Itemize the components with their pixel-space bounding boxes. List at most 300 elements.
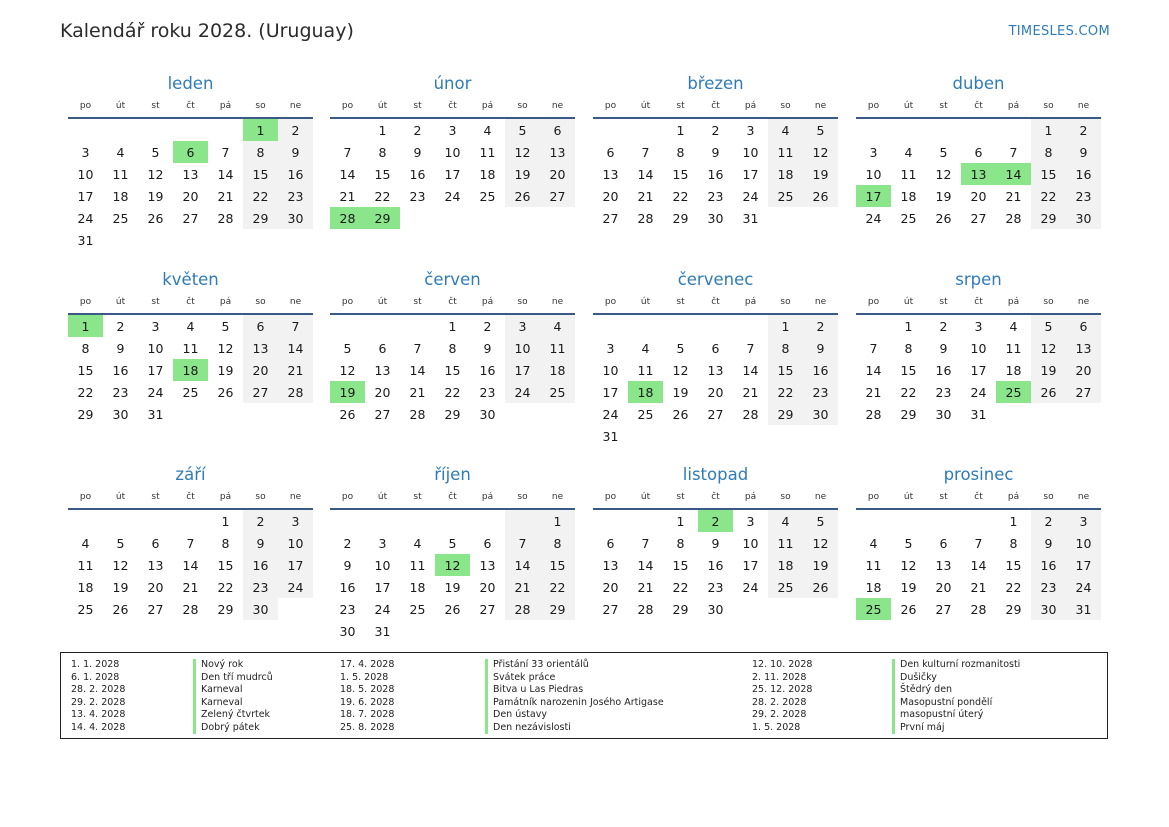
weekday-header [856,291,1101,315]
day-grid [593,119,838,229]
weekday-header [856,486,1101,510]
day-cell: 13 [374,362,391,378]
month-block [593,464,838,620]
day-cell: 9 [1066,141,1101,163]
legend-holiday-name: Masopustní pondělí [892,697,1020,710]
empty-cell [68,119,103,141]
day-cell: 5 [116,535,125,551]
month-block [856,73,1101,229]
day-cell: 16 [339,579,356,595]
day-cell: 20 [243,359,278,381]
day-cell: 9 [116,340,125,356]
day-cell: 23 [803,381,838,403]
weekday-label: st [413,492,422,502]
month-name: prosinec [943,465,1014,484]
day-cell: 19 [147,188,164,204]
day-cell: 16 [803,359,838,381]
day-cell: 29 [672,210,689,226]
day-cell: 13 [935,557,952,573]
weekday-label: po [341,492,354,502]
month-block [856,269,1101,425]
day-cell: 25 [900,210,917,226]
site-link[interactable]: TIMESLES.COM [1008,24,1110,39]
day-cell: 2 [483,318,492,334]
month-name: srpen [955,270,1002,289]
day-cell: 22 [374,188,391,204]
day-cell: 12 [505,141,540,163]
day-cell: 3 [505,315,540,337]
day-cell: 7 [641,144,650,160]
day-grid [856,315,1101,425]
holiday-day-cell: 17 [856,185,891,207]
day-cell: 15 [672,166,689,182]
empty-cell [961,510,996,532]
day-cell: 3 [448,122,457,138]
weekday-label: út [640,297,651,307]
day-cell: 16 [479,362,496,378]
day-cell: 30 [803,403,838,425]
legend-holiday-name: Nový rok [193,659,273,672]
month-block [593,73,838,229]
legend-date: 1. 5. 2028 [340,671,389,683]
day-cell: 26 [217,384,234,400]
weekday-label: st [939,492,948,502]
weekday-label: po [341,297,354,307]
weekday-label: út [377,492,388,502]
weekday-header [68,486,313,510]
day-cell: 21 [865,384,882,400]
legend-holiday-name: masopustní úterý [892,709,1020,722]
weekday-label: ne [814,297,827,307]
day-cell: 10 [444,144,461,160]
weekday-header [593,291,838,315]
day-cell: 18 [768,163,803,185]
day-cell: 15 [243,163,278,185]
day-cell: 31 [374,623,391,639]
day-cell: 11 [768,141,803,163]
month-block [856,464,1101,620]
weekday-label: so [780,101,791,111]
day-cell: 26 [672,406,689,422]
day-cell: 4 [869,535,878,551]
day-cell: 18 [865,579,882,595]
day-grid [330,510,575,642]
day-cell: 14 [182,557,199,573]
weekday-label: út [903,492,914,502]
day-cell: 24 [742,188,759,204]
weekday-label: st [151,101,160,111]
day-cell: 4 [413,535,422,551]
weekday-label: st [413,101,422,111]
holiday-day-cell: 2 [698,510,733,532]
day-cell: 7 [1009,144,1018,160]
day-cell: 16 [935,362,952,378]
day-cell: 21 [637,579,654,595]
day-cell: 11 [637,362,654,378]
day-cell: 2 [278,119,313,141]
day-cell: 29 [217,601,234,617]
legend-date-column [752,659,812,734]
day-cell: 28 [637,601,654,617]
day-cell: 2 [711,122,720,138]
day-cell: 20 [182,188,199,204]
day-cell: 30 [1031,598,1066,620]
day-cell: 7 [746,340,755,356]
day-cell: 10 [77,166,94,182]
legend-holiday-name: Den nezávislosti [485,722,664,735]
day-cell: 12 [112,557,129,573]
day-cell: 17 [1066,554,1101,576]
day-cell: 17 [742,557,759,573]
month-name: listopad [682,465,749,484]
weekday-label: čt [448,101,457,111]
weekday-label: pá [481,492,494,502]
day-cell: 29 [243,207,278,229]
day-cell: 28 [1005,210,1022,226]
day-cell: 10 [374,557,391,573]
day-cell: 22 [77,384,94,400]
day-cell: 16 [1031,554,1066,576]
day-cell: 9 [278,141,313,163]
legend-holiday-name: První máj [892,722,1020,735]
weekday-label: čt [974,492,983,502]
day-cell: 4 [1009,318,1018,334]
weekday-label: pá [219,101,232,111]
weekday-label: st [151,297,160,307]
day-cell: 20 [602,579,619,595]
weekday-label: st [413,297,422,307]
day-cell: 19 [935,188,952,204]
legend-holiday-name: Den tří mudrců [193,672,273,685]
day-cell: 19 [803,554,838,576]
day-cell: 22 [1005,579,1022,595]
day-cell: 5 [151,144,160,160]
day-cell: 13 [707,362,724,378]
day-cell: 26 [1031,381,1066,403]
day-cell: 8 [378,144,387,160]
day-cell: 5 [676,340,685,356]
day-cell: 26 [339,406,356,422]
day-cell: 24 [77,210,94,226]
empty-cell [856,510,891,532]
weekday-label: po [341,101,354,111]
day-cell: 25 [112,210,129,226]
month-name: červen [424,270,481,289]
weekday-label: st [939,297,948,307]
page-title: Kalendář roku 2028. (Uruguay) [60,20,354,42]
day-cell: 11 [112,166,129,182]
legend-date: 29. 2. 2028 [752,709,807,720]
weekday-label: út [640,492,651,502]
day-cell: 20 [970,188,987,204]
day-cell: 8 [1031,141,1066,163]
day-cell: 8 [540,532,575,554]
day-grid [856,119,1101,229]
day-grid [68,510,313,620]
day-cell: 25 [768,576,803,598]
day-cell: 9 [243,532,278,554]
day-cell: 27 [243,381,278,403]
day-cell: 5 [448,535,457,551]
weekday-label: so [255,297,266,307]
day-cell: 14 [409,362,426,378]
holiday-legend [60,652,1108,739]
day-cell: 18 [479,166,496,182]
legend-date-column [340,659,394,734]
day-grid [330,315,575,425]
empty-cell [593,119,628,141]
day-cell: 29 [768,403,803,425]
empty-cell [470,510,505,532]
day-cell: 4 [768,119,803,141]
day-cell: 23 [1031,576,1066,598]
day-cell: 21 [278,359,313,381]
day-cell: 23 [935,384,952,400]
day-cell: 16 [243,554,278,576]
weekday-label: ne [814,101,827,111]
day-cell: 17 [970,362,987,378]
day-cell: 24 [374,601,391,617]
day-cell: 25 [637,406,654,422]
day-cell: 25 [768,185,803,207]
day-cell: 10 [147,340,164,356]
day-cell: 26 [935,210,952,226]
day-cell: 26 [803,576,838,598]
day-cell: 10 [865,166,882,182]
weekday-label: čt [711,297,720,307]
day-cell: 11 [479,144,496,160]
empty-cell [68,510,103,532]
day-cell: 7 [343,144,352,160]
day-cell: 28 [278,381,313,403]
day-cell: 9 [1031,532,1066,554]
legend-date: 17. 4. 2028 [340,659,395,670]
empty-cell [663,315,698,337]
day-cell: 6 [540,119,575,141]
weekday-label: út [640,101,651,111]
weekday-label: út [115,297,126,307]
day-cell: 25 [479,188,496,204]
day-cell: 27 [935,601,952,617]
day-cell: 3 [278,510,313,532]
weekday-label: čt [186,101,195,111]
day-cell: 24 [1066,576,1101,598]
day-cell: 8 [448,340,457,356]
day-cell: 16 [707,557,724,573]
day-cell: 11 [182,340,199,356]
day-cell: 30 [112,406,129,422]
day-cell: 10 [970,340,987,356]
day-cell: 28 [637,210,654,226]
day-cell: 28 [742,406,759,422]
empty-cell [103,510,138,532]
day-cell: 17 [147,362,164,378]
day-cell: 14 [217,166,234,182]
day-cell: 19 [900,579,917,595]
day-cell: 24 [147,384,164,400]
day-cell: 6 [483,535,492,551]
day-cell: 13 [182,166,199,182]
day-cell: 22 [540,576,575,598]
day-cell: 1 [378,122,387,138]
weekday-label: st [676,492,685,502]
day-cell: 13 [243,337,278,359]
day-cell: 31 [1066,598,1101,620]
empty-cell [505,510,540,532]
day-cell: 15 [374,166,391,182]
day-cell: 11 [1005,340,1022,356]
month-name: únor [433,74,472,93]
holiday-day-cell: 1 [243,119,278,141]
day-cell: 3 [746,122,755,138]
holiday-day-cell: 25 [996,381,1031,403]
legend-date: 29. 2. 2028 [71,696,126,708]
day-cell: 31 [147,406,164,422]
day-cell: 3 [378,535,387,551]
day-cell: 9 [343,557,352,573]
day-cell: 29 [1005,601,1022,617]
legend-date: 25. 8. 2028 [340,721,395,733]
weekday-label: pá [1007,297,1020,307]
weekday-label: čt [711,101,720,111]
day-cell: 5 [1031,315,1066,337]
weekday-label: ne [289,297,302,307]
holiday-day-cell: 13 [961,163,996,185]
holiday-day-cell: 28 [330,207,365,229]
weekday-label: út [377,297,388,307]
day-cell: 23 [409,188,426,204]
day-cell: 27 [374,406,391,422]
legend-date: 2. 11. 2028 [752,671,807,683]
month-block [330,73,575,229]
weekday-label: po [79,101,92,111]
empty-cell [891,119,926,141]
empty-cell [856,315,891,337]
day-cell: 13 [147,557,164,573]
day-cell: 28 [970,601,987,617]
day-cell: 7 [413,340,422,356]
day-cell: 17 [278,554,313,576]
day-cell: 12 [217,340,234,356]
day-cell: 16 [409,166,426,182]
empty-cell [435,510,470,532]
day-cell: 6 [378,340,387,356]
day-cell: 26 [147,210,164,226]
day-cell: 4 [81,535,90,551]
day-grid [856,510,1101,620]
legend-name-column [485,659,664,734]
empty-cell [733,315,768,337]
month-block [68,73,313,251]
legend-date: 14. 4. 2028 [71,721,126,733]
day-cell: 2 [1066,119,1101,141]
legend-date: 28. 2. 2028 [752,696,807,708]
day-cell: 1 [904,318,913,334]
day-cell: 16 [278,163,313,185]
day-cell: 27 [970,210,987,226]
day-cell: 10 [505,337,540,359]
day-cell: 14 [865,362,882,378]
day-cell: 16 [1066,163,1101,185]
weekday-label: so [517,297,528,307]
day-grid [593,315,838,447]
day-cell: 17 [444,166,461,182]
month-name: leden [167,74,214,93]
day-cell: 3 [869,144,878,160]
day-cell: 6 [606,144,615,160]
day-cell: 12 [147,166,164,182]
day-cell: 4 [116,144,125,160]
empty-cell [365,315,400,337]
day-cell: 30 [707,601,724,617]
empty-cell [628,119,663,141]
legend-name-column [892,659,1020,734]
day-cell: 6 [711,340,720,356]
weekday-label: po [604,297,617,307]
weekday-label: ne [1077,492,1090,502]
day-cell: 23 [707,188,724,204]
day-cell: 27 [1066,381,1101,403]
day-cell: 4 [483,122,492,138]
day-cell: 4 [768,510,803,532]
day-cell: 7 [221,144,230,160]
day-cell: 8 [1009,535,1018,551]
weekday-label: pá [219,297,232,307]
day-cell: 2 [116,318,125,334]
weekday-label: ne [289,101,302,111]
empty-cell [400,510,435,532]
day-cell: 21 [339,188,356,204]
day-cell: 8 [221,535,230,551]
empty-cell [926,510,961,532]
weekday-label: so [255,101,266,111]
day-cell: 21 [217,188,234,204]
day-cell: 4 [186,318,195,334]
day-cell: 8 [676,144,685,160]
day-cell: 31 [970,406,987,422]
weekday-label: čt [448,492,457,502]
legend-date: 25. 12. 2028 [752,684,813,695]
day-grid [68,315,313,425]
day-cell: 18 [77,579,94,595]
day-cell: 18 [409,579,426,595]
day-cell: 10 [278,532,313,554]
empty-cell [330,510,365,532]
day-cell: 12 [672,362,689,378]
day-cell: 16 [707,166,724,182]
day-cell: 1 [676,513,685,529]
day-cell: 6 [151,535,160,551]
day-cell: 22 [672,579,689,595]
day-cell: 22 [900,384,917,400]
day-cell: 15 [217,557,234,573]
day-cell: 29 [77,406,94,422]
weekday-label: čt [186,492,195,502]
day-cell: 23 [112,384,129,400]
weekday-label: pá [1007,492,1020,502]
day-cell: 10 [742,144,759,160]
month-block [593,269,838,447]
day-cell: 14 [637,166,654,182]
day-cell: 5 [221,318,230,334]
day-cell: 30 [1066,207,1101,229]
day-cell: 29 [444,406,461,422]
weekday-label: so [1043,297,1054,307]
legend-holiday-name: Svátek práce [485,672,664,685]
day-cell: 22 [444,384,461,400]
day-cell: 25 [77,601,94,617]
weekday-label: so [517,492,528,502]
